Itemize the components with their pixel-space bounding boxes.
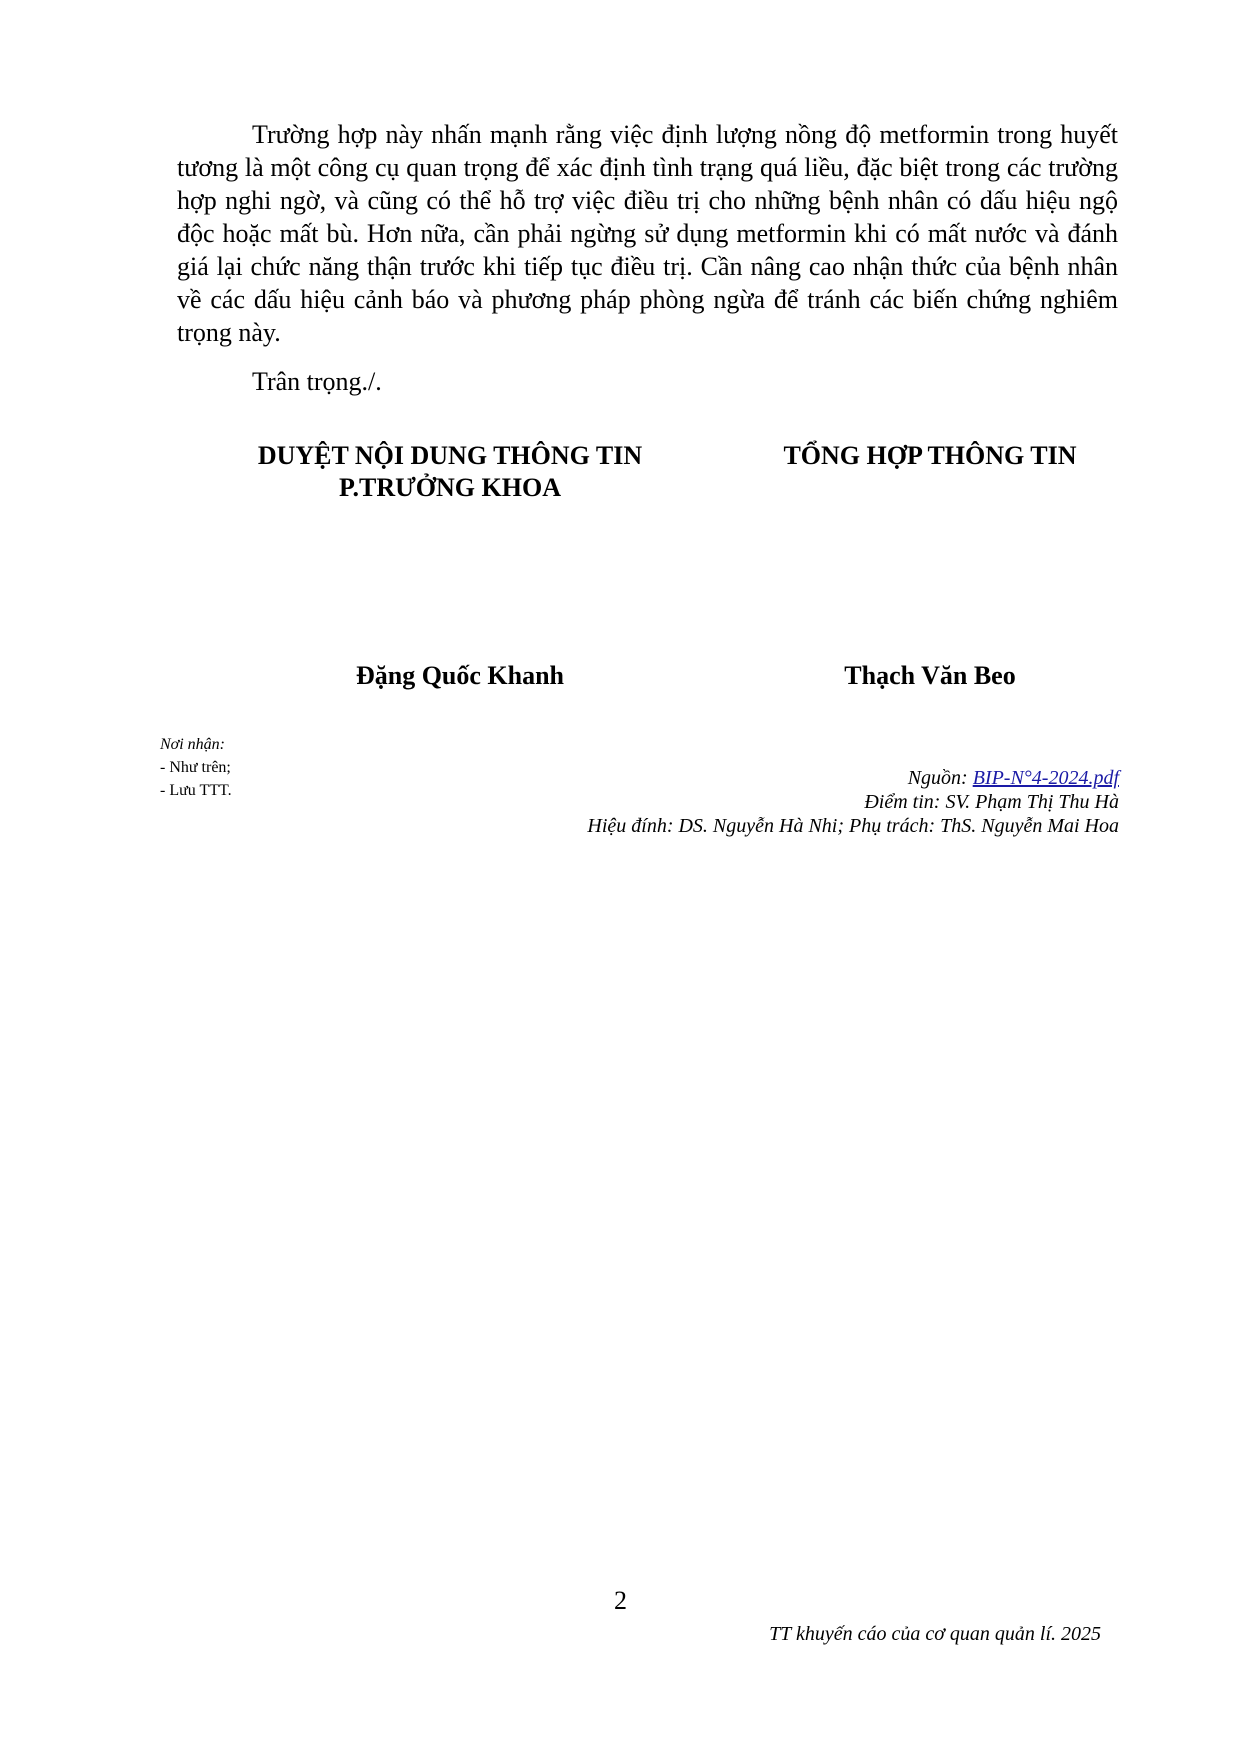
source-label: Nguồn: xyxy=(907,767,973,789)
recipients-title: Nơi nhận: xyxy=(160,736,225,753)
approver-heading-line2: P.TRƯỞNG KHOA xyxy=(339,473,561,502)
source-line xyxy=(587,766,1119,790)
credits-block xyxy=(587,766,1119,838)
reviewer-line: Hiệu đính: DS. Nguyễn Hà Nhi; Phụ trách: ThS. Nguyễn Mai Hoa xyxy=(587,815,1119,837)
recipient-item: - Lưu TTT. xyxy=(160,782,232,799)
compiler-heading: TỔNG HỢP THÔNG TIN xyxy=(783,441,1077,470)
recipients-block xyxy=(160,733,232,802)
compiler-name: Thạch Văn Beo xyxy=(844,661,1016,690)
author-line: Điểm tin: SV. Phạm Thị Thu Hà xyxy=(864,791,1119,813)
approver-heading-line1: DUYỆT NỘI DUNG THÔNG TIN xyxy=(257,441,643,470)
source-link[interactable]: BIP-N°4-2024.pdf xyxy=(972,767,1119,789)
closing-line: Trân trọng./. xyxy=(252,367,382,396)
approver-name: Đặng Quốc Khanh xyxy=(355,661,565,690)
recipient-item: - Như trên; xyxy=(160,759,231,776)
page-footer: TT khuyến cáo của cơ quan quản lí. 2025 xyxy=(769,1623,1101,1645)
page-number: 2 xyxy=(614,1586,627,1615)
body-paragraph: Trường hợp này nhấn mạnh rằng việc định lượng nồng độ metformin trong huyết tương là một công cụ quan trọng để xác định tình trạng quá liều, đặc biệt trong các trường hợp nghi ngờ, và cũng có thể hỗ trợ việc điều trị cho những bệnh nhân có dấu hiệu ngộ độc hoặc mất bù. Hơn nữa, cần phải ngừng sử dụng metformin khi có mất nước và đánh giá lại chức năng thận trước khi tiếp tục điều trị. Cần nâng cao nhận thức của bệnh nhân về các dấu hiệu cảnh báo và phương pháp phòng ngừa để tránh các biến chứng nghiêm trọng này. xyxy=(177,120,1118,347)
approver-heading xyxy=(230,440,670,504)
